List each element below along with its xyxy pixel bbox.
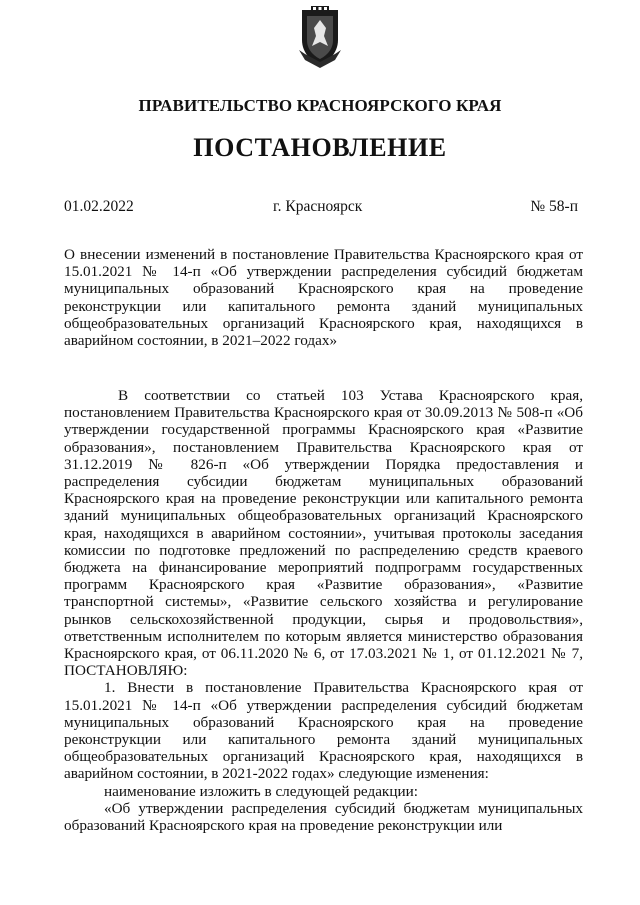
- document-date: 01.02.2022: [64, 198, 134, 215]
- document-body: [64, 387, 583, 834]
- item-1-sub-paragraph: наименование изложить в следующей редакции:: [104, 782, 418, 800]
- organization-name: ПРАВИТЕЛЬСТВО КРАСНОЯРСКОГО КРАЯ: [138, 96, 502, 115]
- document-type: ПОСТАНОВЛЕНИЕ: [193, 133, 447, 162]
- document-title-text: О внесении изменений в постановление Правительства Красноярского края от 15.01.2021 № 14-п «Об утверждении распределения субсидий бюджетам муниципальных образований Красноярского края на проведение реконструкции или капитального ремонта зданий муниципальных общеобразовательных организаций Красноярского края, находящихся в аварийном состоянии, в 2021–2022 годах»: [64, 246, 583, 350]
- item-1-paragraph: 1. Внести в постановление Правительства Красноярского края от 15.01.2021 № 14-п «Об утверждении распределения субсидий бюджетам муниципальных образований Красноярского края на проведение реконструкции или капитального ремонта зданий муниципальных общеобразовательных организаций Красноярского края, находящихся в аварийном состоянии, в 2021-2022 годах» следующие изменения:: [64, 679, 583, 783]
- document-city: г. Красноярск: [273, 198, 363, 215]
- item-1-quote-paragraph: «Об утверждении распределения субсидий бюджетам муниципальных образований Красноярского края на проведение реконструкции или: [64, 799, 583, 835]
- coat-of-arms-icon: [297, 6, 343, 68]
- document-title: [64, 246, 583, 349]
- document-meta: [64, 198, 578, 216]
- preamble-paragraph: В соответствии со статьей 103 Устава Красноярского края, постановлением Правительства Красноярского края от 30.09.2013 № 508-п «Об утверждении государственной программы Красноярского края «Развитие образования», постановлением Правительства Красноярского края от 31.12.2019 № 826-п «Об утверждении Порядка предоставления и распределения субсидии бюджетам муниципальных образований Красноярского края на проведение реконструкции или капитального ремонта зданий муниципальных общеобразовательных организаций Красноярского края, находящихся в аварийном состоянии», учитывая протоколы заседания комиссии по подготовке предложений по распределению средств краевого бюджета на финансирование мероприятий подпрограмм государственных программ Красноярского края «Развитие образования», «Развитие транспортной системы», «Развитие сельского хозяйства и регулирование рынков сельскохозяйственной продукции, сырья и продовольствия», ответственным исполнителем по которым является министерство образования Красноярского края, от 06.11.2020 № 6, от 17.03.2021 № 1, от 01.12.2021 № 7, ПОСТАНОВЛЯЮ:: [64, 387, 583, 680]
- document-number: № 58-п: [530, 198, 578, 215]
